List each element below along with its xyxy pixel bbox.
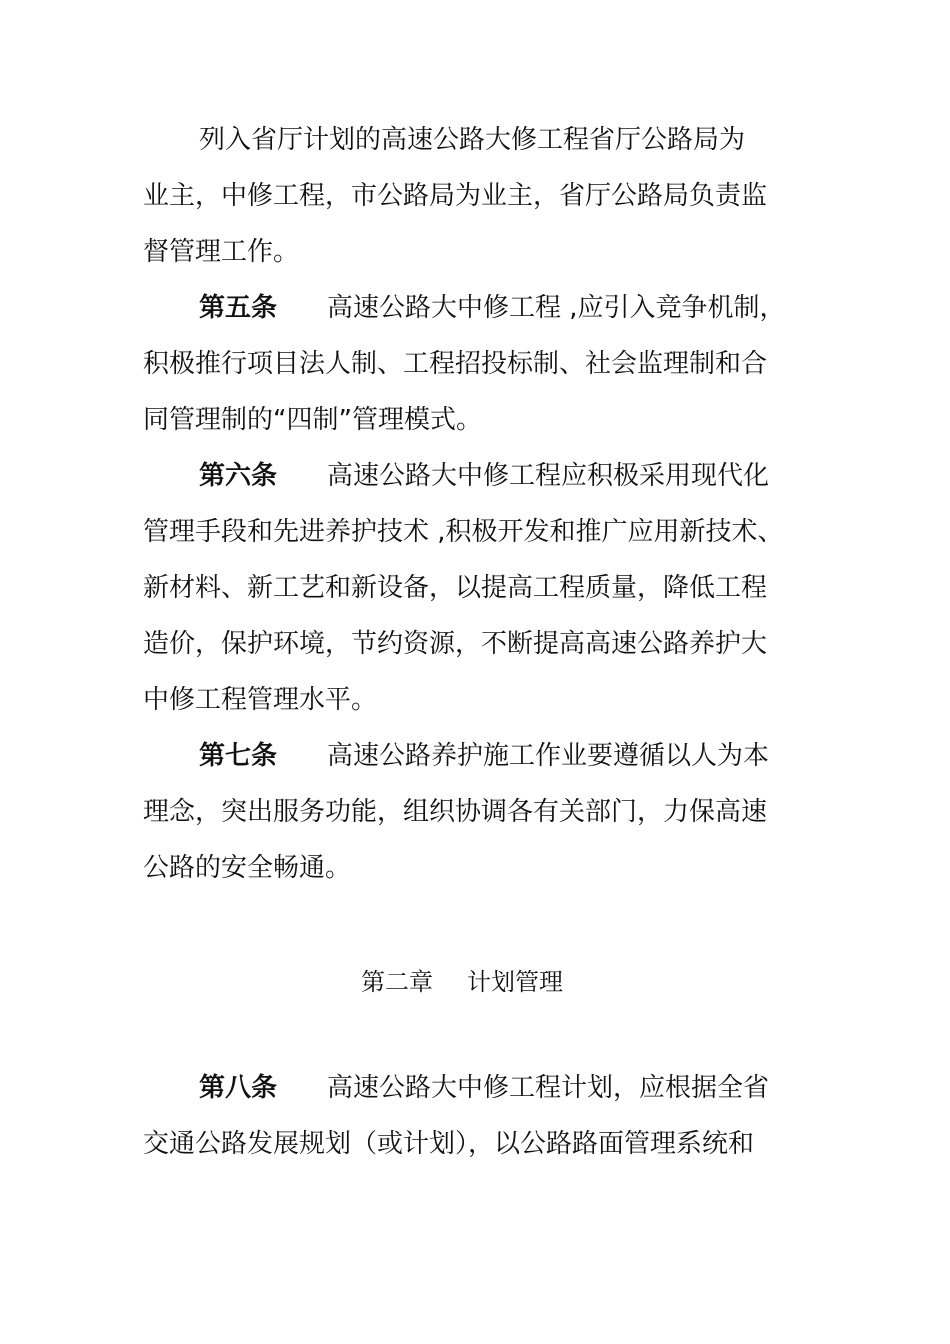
article-number: 第八条 [199, 1073, 278, 1103]
article-7-first-line [199, 739, 769, 773]
article-text: 高速公路大中修工程应积极采用现代化 [327, 461, 770, 491]
paragraph-line: 理念，突出服务功能，组织协调各有关部门，力保高速 [143, 797, 768, 827]
chapter-title: 计划管理 [467, 968, 563, 996]
paragraph-line: 中修工程管理水平。 [143, 685, 378, 715]
paragraph-line: 新材料、新工艺和新设备，以提高工程质量，降低工程 [143, 573, 768, 603]
paragraph-line: 交通公路发展规划（或计划），以公路路面管理系统和 [143, 1129, 755, 1159]
article-number: 第五条 [199, 293, 278, 323]
chapter-heading [361, 965, 563, 999]
article-number: 第六条 [199, 461, 278, 491]
paragraph-line: 列入省厅计划的高速公路大修工程省厅公路局为 [199, 125, 746, 155]
paragraph-line: 公路的安全畅通。 [143, 853, 352, 883]
paragraph-line: 同管理制的“四制”管理模式。 [143, 405, 482, 435]
article-text: 高速公路大中修工程 ,应引入竞争机制， [327, 293, 786, 323]
article-text: 高速公路大中修工程计划，应根据全省 [327, 1073, 770, 1103]
article-6-first-line [199, 459, 769, 493]
paragraph-line: 督管理工作。 [143, 237, 300, 267]
paragraph-line: 管理手段和先进养护技术 ,积极开发和推广应用新技术、 [143, 517, 784, 547]
article-text: 高速公路养护施工作业要遵循以人为本 [327, 741, 770, 771]
article-number: 第七条 [199, 741, 278, 771]
paragraph-line: 业主，中修工程，市公路局为业主，省厅公路局负责监 [143, 181, 768, 211]
chapter-number: 第二章 [361, 968, 433, 996]
paragraph-line: 造价，保护环境，节约资源，不断提高高速公路养护大 [143, 629, 768, 659]
article-5-first-line [199, 291, 786, 325]
paragraph-line: 积极推行项目法人制、工程招投标制、社会监理制和合 [143, 349, 768, 379]
article-8-first-line [199, 1071, 769, 1105]
